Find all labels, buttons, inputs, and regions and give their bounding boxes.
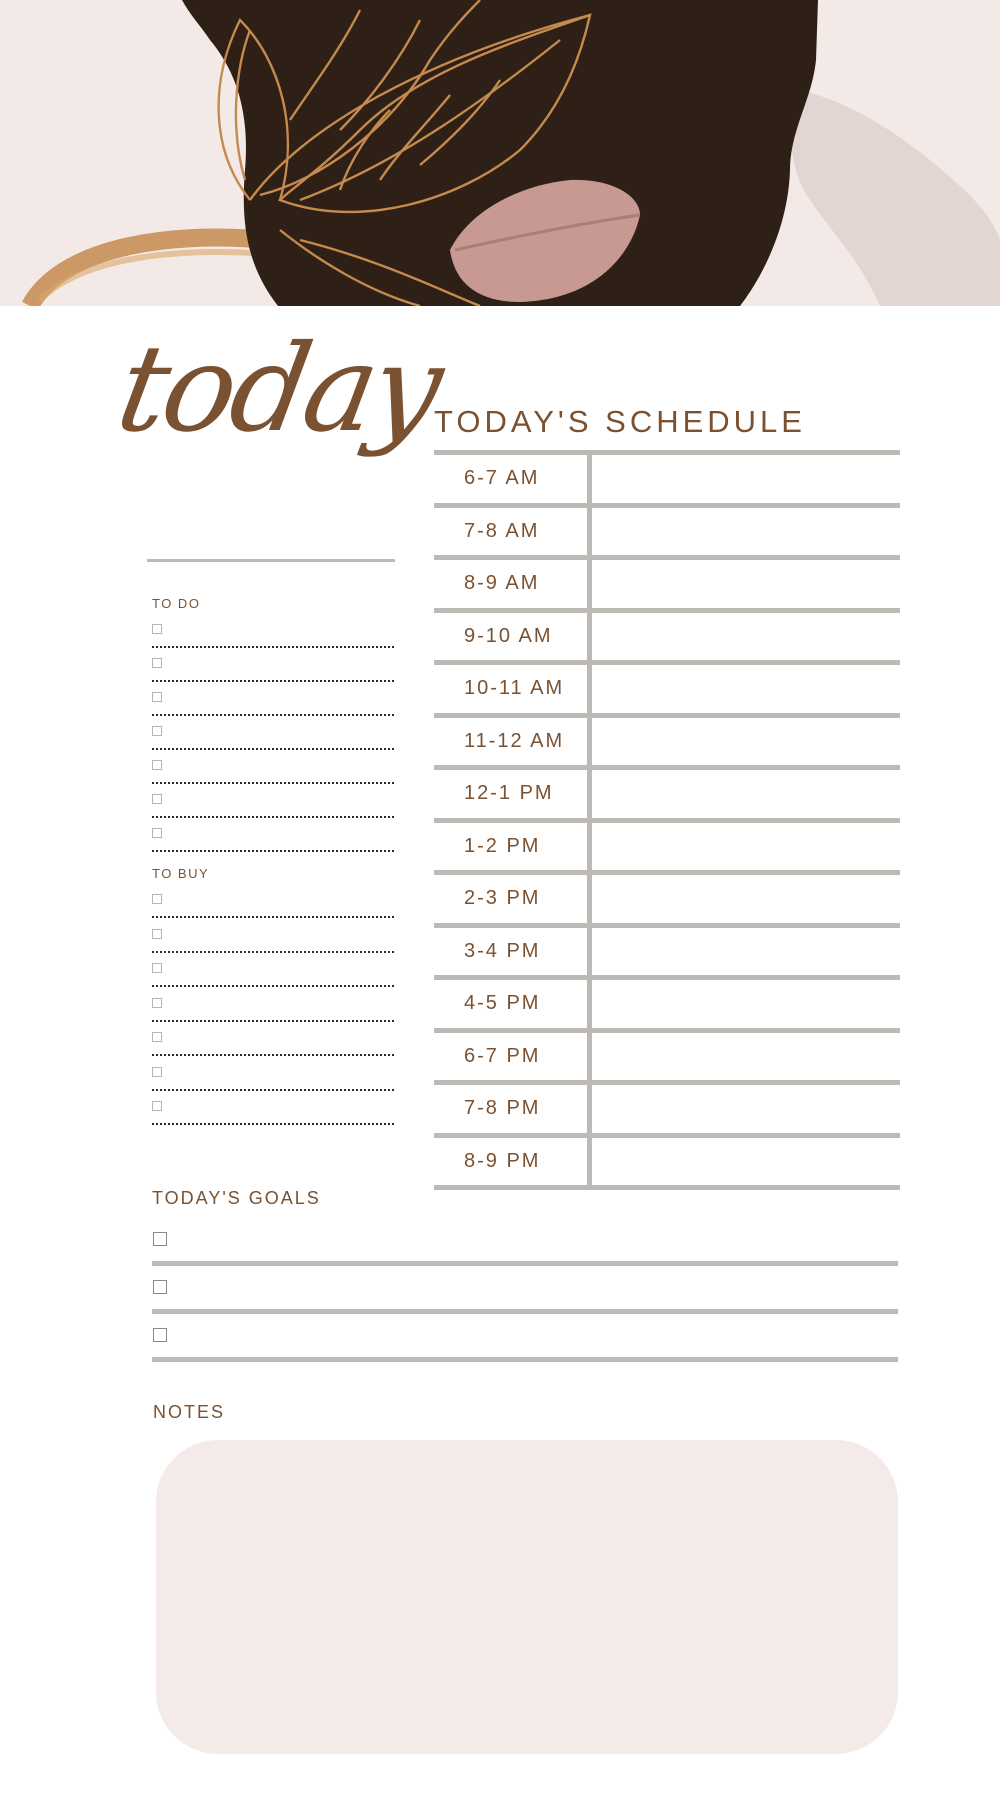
checkbox[interactable] [152, 1101, 162, 1111]
today-script-title: today [107, 320, 449, 459]
tobuy-item[interactable] [152, 988, 394, 1022]
schedule-time-label: 7-8 AM [464, 519, 540, 542]
schedule-slot[interactable] [594, 1138, 900, 1186]
schedule-slot[interactable] [594, 1085, 900, 1133]
dotted-write-line [152, 850, 394, 852]
schedule-column-divider [587, 455, 592, 1187]
checkbox[interactable] [152, 929, 162, 939]
schedule-row [434, 503, 900, 556]
schedule-time-label: 4-5 PM [464, 992, 541, 1014]
schedule-slot[interactable] [594, 980, 900, 1028]
schedule-time-label: 8-9 AM [464, 572, 540, 594]
schedule-slot[interactable] [594, 770, 900, 818]
schedule-slot[interactable] [594, 455, 900, 503]
schedule-slot[interactable] [594, 560, 900, 608]
todo-item[interactable] [152, 818, 394, 852]
schedule-row [434, 555, 900, 608]
schedule-slot[interactable] [594, 508, 900, 556]
tobuy-item[interactable] [152, 953, 394, 987]
schedule-time-label: 7-8 PM [464, 1097, 541, 1119]
schedule-row [434, 923, 900, 976]
goal-item[interactable] [152, 1314, 898, 1362]
todo-item[interactable] [152, 784, 394, 818]
todo-item[interactable] [152, 750, 394, 784]
schedule-row [434, 450, 900, 503]
checkbox[interactable] [152, 828, 162, 838]
tobuy-item[interactable] [152, 1057, 394, 1091]
schedule-slot[interactable] [594, 718, 900, 766]
todo-item[interactable] [152, 614, 394, 648]
tobuy-item[interactable] [152, 1091, 394, 1125]
schedule-slot[interactable] [594, 665, 900, 713]
schedule-slot[interactable] [594, 928, 900, 976]
schedule-time-label: 12-1 PM [464, 782, 554, 804]
schedule-row [434, 1133, 900, 1191]
checkbox[interactable] [153, 1328, 167, 1342]
goal-rule [152, 1357, 898, 1362]
notes-title: NOTES [153, 1402, 226, 1422]
schedule-title: TODAY'S SCHEDULE [434, 404, 806, 439]
schedule-time-label: 3-4 PM [464, 939, 541, 962]
schedule-row [434, 870, 900, 923]
checkbox[interactable] [152, 624, 162, 634]
schedule-time-label: 9-10 AM [464, 624, 553, 647]
checkbox[interactable] [153, 1232, 167, 1246]
schedule-row [434, 660, 900, 713]
checkbox[interactable] [152, 894, 162, 904]
checkbox[interactable] [152, 998, 162, 1008]
schedule-row [434, 608, 900, 661]
goal-item[interactable] [152, 1218, 898, 1266]
checkbox[interactable] [152, 1032, 162, 1042]
todo-item[interactable] [152, 682, 394, 716]
tobuy-item[interactable] [152, 1022, 394, 1056]
schedule-slot[interactable] [594, 823, 900, 871]
notes-area[interactable] [156, 1440, 898, 1754]
checkbox[interactable] [152, 658, 162, 668]
checkbox[interactable] [152, 963, 162, 973]
dotted-write-line [152, 1123, 394, 1125]
schedule-row [434, 1080, 900, 1133]
schedule-row [434, 765, 900, 818]
header-illustration [0, 0, 1000, 306]
schedule-time-label: 6-7 AM [464, 467, 540, 489]
schedule-time-label: 6-7 PM [464, 1044, 541, 1067]
left-divider [147, 559, 395, 562]
schedule-row [434, 1028, 900, 1081]
checkbox[interactable] [152, 726, 162, 736]
schedule-time-label: 1-2 PM [464, 834, 541, 857]
schedule-row [434, 818, 900, 871]
schedule-time-label: 8-9 PM [464, 1149, 541, 1172]
todo-heading: TO DO [152, 596, 201, 611]
goals-title: TODAY'S GOALS [152, 1188, 321, 1208]
schedule-slot[interactable] [594, 613, 900, 661]
todo-item[interactable] [152, 716, 394, 750]
schedule-time-label: 10-11 AM [464, 677, 565, 699]
schedule-row [434, 713, 900, 766]
checkbox[interactable] [152, 692, 162, 702]
tobuy-item[interactable] [152, 884, 394, 918]
tobuy-heading: TO BUY [152, 866, 210, 881]
checkbox[interactable] [152, 794, 162, 804]
checkbox[interactable] [152, 760, 162, 770]
goal-item[interactable] [152, 1266, 898, 1314]
checkbox[interactable] [153, 1280, 167, 1294]
schedule-row [434, 975, 900, 1028]
schedule-table [434, 450, 900, 1190]
tobuy-item[interactable] [152, 919, 394, 953]
schedule-slot[interactable] [594, 875, 900, 923]
schedule-slot[interactable] [594, 1033, 900, 1081]
schedule-time-label: 11-12 AM [464, 729, 565, 752]
schedule-time-label: 2-3 PM [464, 887, 541, 909]
checkbox[interactable] [152, 1067, 162, 1077]
todo-item[interactable] [152, 648, 394, 682]
